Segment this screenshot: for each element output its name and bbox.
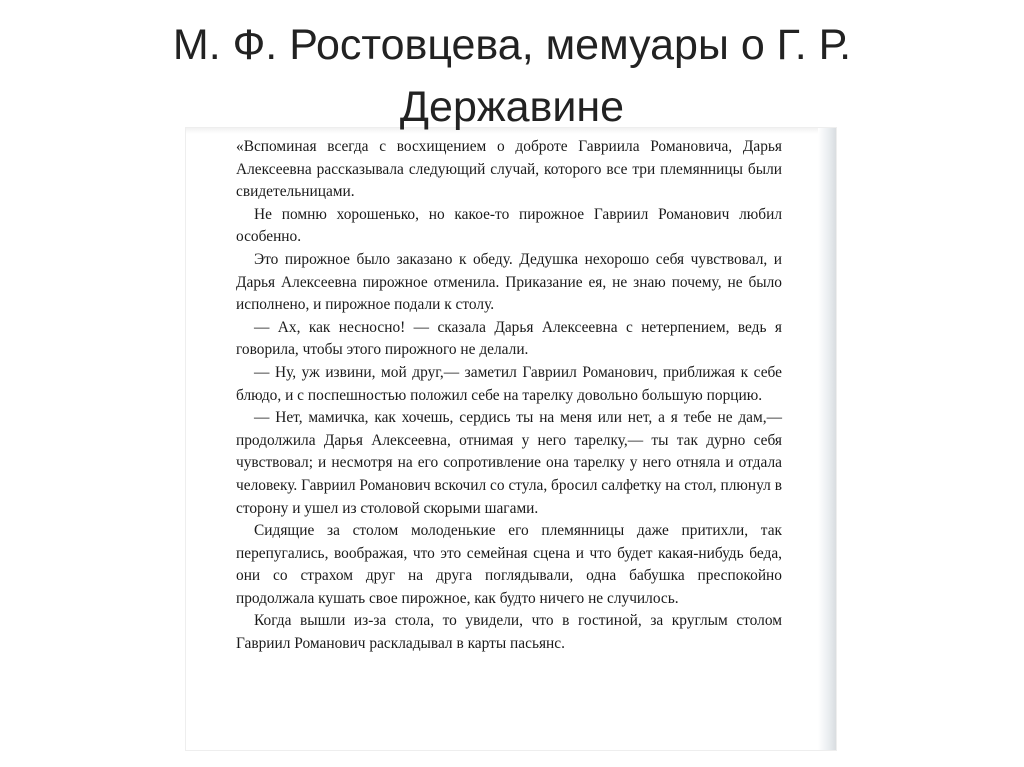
paragraph: Это пирожное было заказано к обеду. Дедушка нехорошо себя чувствовал, и Дарья Алексеевна пирожное отменила. Приказание ея, не знаю почему, не было исполнено, и пирожное подали к столу. xyxy=(236,250,782,314)
paragraph: — Нет, мамичка, как хочешь, сердись ты на меня или нет, а я тебе не дам,— продолжила Дарья Алексеевна, отнимая у него тарелку,— ты так дурно себя чувствовал; и несмотря на его сопротивление она тарелку у него отняла и отдала человеку. Гавриил Романович вскочил со стула, бросил салфетку на стол, плюнул в сторону и ушел из столовой скорыми шагами. xyxy=(236,409,782,517)
paragraph: Сидящие за столом молоденькие его племянницы даже притихли, так перепугались, воображая, что это семейная сцена и что будет какая-нибудь беда, они со страхом друг на друга поглядывали, одна бабушка преспокойно продолжала кушать свое пирожное, как будто ничего не случилось. xyxy=(236,522,782,607)
scanned-page xyxy=(186,128,836,750)
paragraph: «Вспоминая всегда с восхищением о доброте Гавриила Романовича, Дарья Алексеевна рассказывала следующий случай, которого все три племянницы были свидетельницами. xyxy=(236,138,782,201)
paragraph: Не помню хорошенько, но какое-то пирожное Гавриил Романович любил особенно. xyxy=(236,205,782,246)
paragraph: — Ах, как несносно! — сказала Дарья Алексеевна с нетерпением, ведь я говорила, чтобы этого пирожного не делали. xyxy=(236,318,782,359)
slide-title: М. Ф. Ростовцева, мемуары о Г. Р. Державине xyxy=(172,21,852,131)
paragraph: Когда вышли из-за стола, то увидели, что в гостиной, за круглым столом Гавриил Романович раскладывал в карты пасьянс. xyxy=(236,612,782,653)
memoir-text xyxy=(236,136,782,656)
scan-page-edge xyxy=(818,128,836,750)
paragraph: — Ну, уж извини, мой друг,— заметил Гавриил Романович, приближая к себе блюдо, и с поспешностью положил себе на тарелку довольно большую порцию. xyxy=(236,363,782,404)
